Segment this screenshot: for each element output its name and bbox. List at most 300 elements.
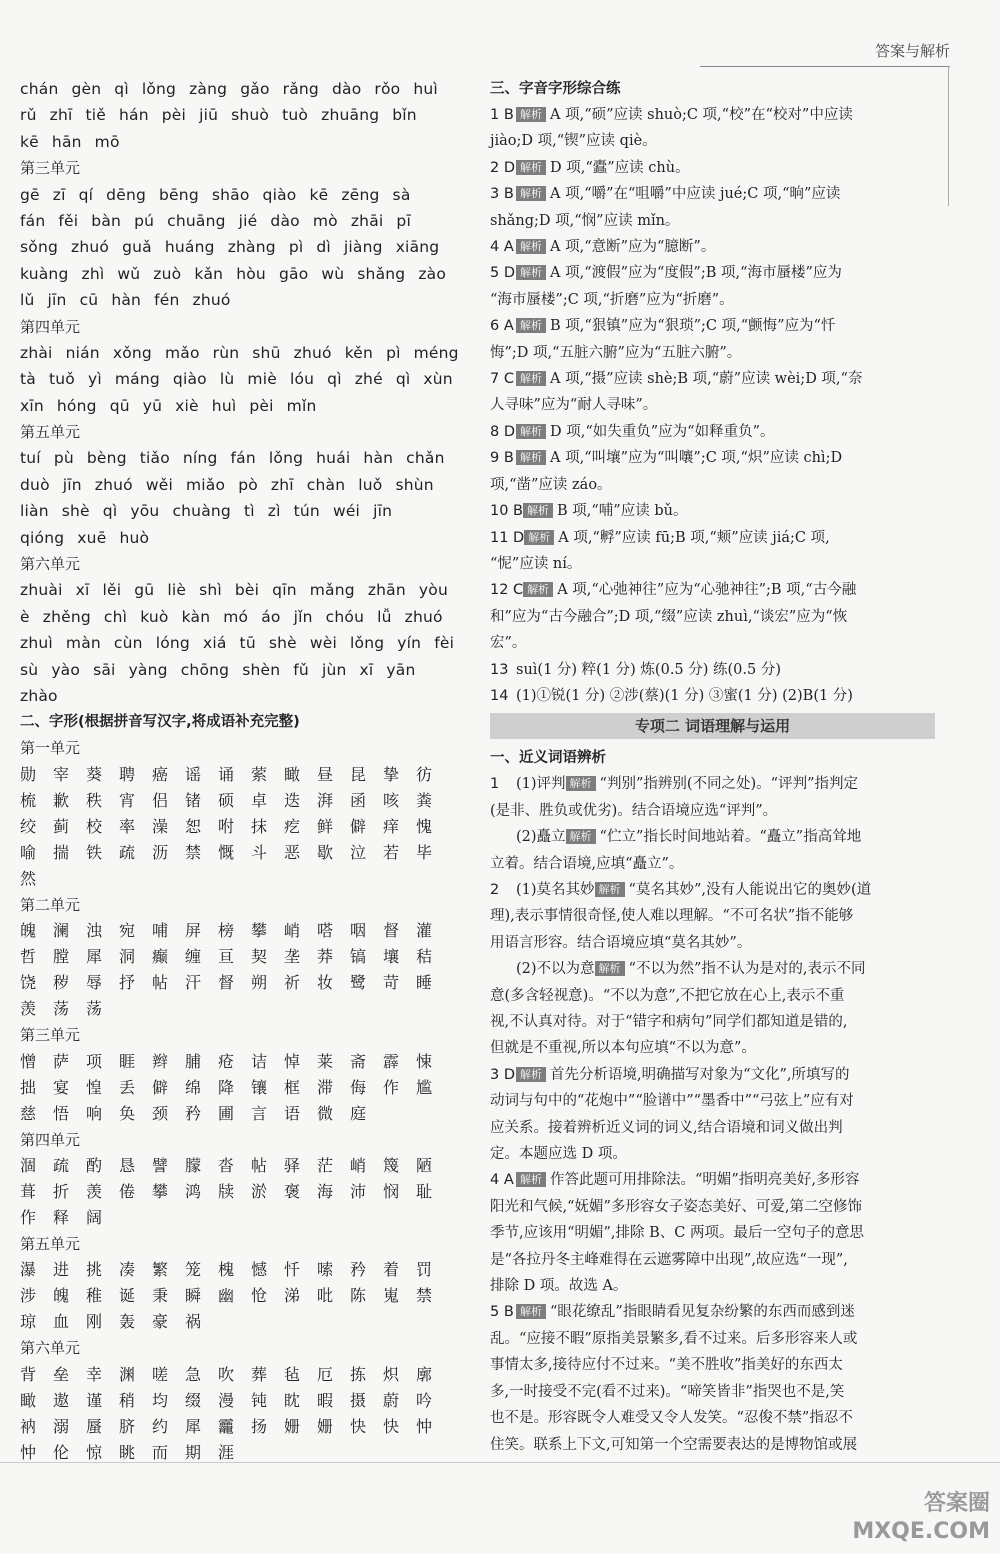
answer-text: “伫立”指长时间地站着。“矗立”指高耸地 (599, 829, 862, 846)
char-row (20, 1283, 460, 1309)
char-item: 斋 (350, 1051, 367, 1071)
char-item: 驿 (284, 1155, 301, 1175)
char-item: 瞰 (20, 1390, 37, 1410)
pinyin-item: wěi (145, 475, 173, 494)
char-item: 挚 (383, 764, 400, 784)
char-item: 宰 (53, 764, 70, 784)
answer-item (490, 1167, 945, 1299)
char-item: 滞 (317, 1077, 334, 1097)
answer-number: 3 D (490, 1066, 515, 1083)
analysis-badge: 解析 (595, 961, 625, 976)
char-item: 阔 (86, 1207, 103, 1227)
char-item: 亘 (218, 947, 235, 967)
answer-line (490, 1405, 945, 1431)
pinyin-row (20, 208, 460, 234)
char-item: 快 (350, 1416, 367, 1436)
pinyin-item: bǐn (392, 106, 417, 125)
answer-line (490, 1194, 945, 1220)
answer-line (490, 683, 945, 709)
answer-line (490, 877, 945, 903)
pinyin-item: pù (53, 449, 74, 468)
char-item: 诘 (251, 1051, 268, 1071)
pinyin-item: chì (103, 607, 128, 626)
pinyin-item: hóng (56, 396, 97, 415)
watermark (810, 1490, 990, 1550)
pinyin-item: xǒng (112, 343, 152, 362)
char-item: 凑 (119, 1260, 136, 1280)
char-item: 而 (152, 1442, 169, 1462)
pinyin-item: kuò (140, 607, 169, 626)
pinyin-item: bèng (86, 449, 127, 468)
char-item: 督 (218, 973, 235, 993)
char-item: 拙 (20, 1077, 37, 1097)
pinyin-item: zhào (20, 686, 58, 705)
char-item: 慈 (20, 1103, 37, 1123)
pinyin-item: áo (261, 607, 281, 626)
char-item: 卓 (251, 790, 268, 810)
char-item: 怆 (251, 1286, 268, 1306)
pinyin-item: rǔ (20, 106, 37, 125)
char-item: 涸 (20, 1155, 37, 1175)
pinyin-item: zhài (20, 343, 53, 362)
answer-number: 6 A (490, 318, 514, 335)
analysis-badge: 解析 (516, 186, 546, 201)
char-item: 愧 (416, 816, 433, 836)
pinyin-item: shì (199, 581, 222, 600)
char-item: 垄 (284, 947, 301, 967)
pinyin-item: miǎo (186, 475, 226, 494)
pinyin-item: gèn (71, 80, 102, 98)
pinyin-row (20, 234, 460, 260)
pinyin-item: gāo (278, 264, 309, 283)
char-item: 嗟 (152, 1364, 169, 1384)
pinyin-item: lǒng (141, 80, 177, 98)
pinyin-item: xiè (175, 396, 199, 415)
char-item: 降 (218, 1077, 235, 1097)
pinyin-item: sà (392, 185, 411, 204)
char-item: 牍 (218, 1181, 235, 1201)
pinyin-item: tuǒ (48, 370, 75, 389)
answer-number: 3 B (490, 186, 514, 203)
pinyin-item: shè (61, 502, 90, 521)
char-item: 峭 (350, 1155, 367, 1175)
pinyin-row (20, 261, 460, 287)
char-item: 奂 (119, 1103, 136, 1123)
pinyin-item: liàn (20, 502, 49, 521)
pinyin-item: hán (119, 106, 149, 125)
pinyin-item: zhuài (20, 581, 63, 600)
unit-title: 第四单元 (20, 317, 81, 336)
answer-text: 立着。结合语境,应填“矗立”。 (490, 855, 684, 872)
pinyin-item: xiāng (395, 238, 440, 257)
char-item: 幽 (218, 1286, 235, 1306)
pinyin-item: pì (288, 238, 304, 257)
pinyin-item: guǎ (122, 238, 152, 257)
char-item: 谨 (86, 1390, 103, 1410)
answer-line (490, 260, 945, 286)
section-title: 三、字音字形综合练 (490, 81, 621, 97)
pinyin-row (20, 577, 460, 603)
unit-title: 第一单元 (20, 739, 81, 758)
pinyin-item: jié (238, 211, 258, 230)
char-item: 沛 (350, 1181, 367, 1201)
answer-line (490, 1141, 945, 1167)
char-item: 轰 (119, 1312, 136, 1332)
answer-text: (是非、胜负或优劣)。结合语境应选“评判”。 (490, 802, 778, 819)
char-item: 萦 (251, 764, 268, 784)
pinyin-item: kē (20, 132, 39, 151)
char-item: 涕 (284, 1286, 301, 1306)
char-item: 诵 (218, 764, 235, 784)
char-item: 瀑 (20, 1260, 37, 1280)
char-item: 项 (86, 1051, 103, 1071)
char-item: 渊 (119, 1364, 136, 1384)
answer-choice: (1)莫名其妙 (516, 881, 595, 898)
char-item: 祸 (185, 1312, 202, 1332)
analysis-badge: 解析 (524, 530, 554, 545)
header-side-rule (948, 66, 949, 206)
pinyin-item: yàng (128, 660, 168, 679)
pinyin-row (20, 340, 460, 366)
answer-line (490, 577, 945, 603)
pinyin-item: kàn (181, 607, 211, 626)
pinyin-item: dào (270, 211, 300, 230)
char-row (20, 944, 460, 970)
answer-line (490, 956, 945, 982)
char-item: 作 (20, 1207, 37, 1227)
answer-text: 应关系。接着辨析近义词的词义,结合语境和词义做出判 (490, 1119, 843, 1136)
answer-text: A 项,“硕”应读 shuò;C 项,“校”在“校对”中应读 (550, 107, 853, 123)
pinyin-item: yì (87, 370, 102, 389)
char-item: 槐 (218, 1260, 235, 1280)
answer-line (490, 930, 945, 956)
answer-text: 是“各拉丹冬主峰难得在云遮雾障中出现”,故应选“一现”, (490, 1251, 848, 1268)
analysis-badge: 解析 (523, 582, 553, 597)
char-item: 疮 (218, 1051, 235, 1071)
pinyin-item: méng (413, 343, 459, 362)
pinyin-row (20, 525, 460, 551)
char-item: 咳 (383, 790, 400, 810)
pinyin-item: kē (309, 185, 329, 204)
pinyin-item: yū (142, 396, 163, 415)
pinyin-row (20, 630, 460, 656)
analysis-badge: 解析 (595, 882, 625, 897)
answer-line (490, 1062, 945, 1088)
char-item: 嗦 (317, 1260, 334, 1280)
analysis-badge: 解析 (516, 1067, 546, 1082)
char-item: 蔚 (383, 1390, 400, 1410)
answer-item (490, 877, 945, 1062)
analysis-badge: 解析 (516, 450, 546, 465)
answer-number: 14 (490, 687, 509, 704)
pinyin-item: lǒng (268, 449, 304, 468)
char-item: 语 (284, 1103, 301, 1123)
char-item: 痒 (383, 816, 400, 836)
pinyin-item: pī (396, 211, 411, 230)
answer-line (490, 1247, 945, 1273)
char-item: 丢 (119, 1077, 136, 1097)
char-item: 琼 (20, 1312, 37, 1332)
answer-line (490, 128, 945, 154)
pinyin-row (20, 366, 460, 392)
answer-line (490, 630, 945, 656)
char-item: 犀 (86, 947, 103, 967)
section-title: 二、字形(根据拼音写汉字,将成语补充完整) (20, 714, 300, 731)
char-item: 铁 (86, 842, 103, 862)
pinyin-item: mò (312, 211, 338, 230)
pinyin-item: chuāng (167, 211, 226, 230)
char-item: 微 (317, 1103, 334, 1123)
pinyin-item: mō (94, 132, 120, 151)
char-item: 吟 (416, 1390, 433, 1410)
answer-line (490, 181, 945, 207)
char-item: 辱 (86, 973, 103, 993)
pinyin-item: qì (102, 502, 118, 521)
answer-item (490, 102, 945, 155)
answer-line (490, 1273, 945, 1299)
pinyin-item: màn (65, 634, 101, 653)
section-title: 一、近义词语辨析 (490, 750, 606, 767)
pinyin-row (20, 683, 460, 709)
pinyin-item: gǎo (240, 80, 270, 98)
answer-line (490, 1167, 945, 1193)
pinyin-item: fǔ (293, 660, 309, 679)
pinyin-item: zhuāng (321, 106, 380, 125)
pinyin-item: dì (316, 238, 331, 257)
analysis-badge: 解析 (523, 503, 553, 518)
char-item: 颈 (152, 1103, 169, 1123)
char-item: 忡 (20, 1442, 37, 1462)
answer-text: (1)①锐(1 分) ②涉(蔡)(1 分) ③蜜(1 分) (2)B(1 分) (516, 687, 853, 704)
pinyin-item: jùn (321, 660, 347, 679)
pinyin-item: zàng (189, 80, 228, 98)
char-item: 迭 (284, 790, 301, 810)
char-item: 陋 (416, 1155, 433, 1175)
pinyin-item: jīn (62, 475, 82, 494)
pinyin-item: yān (386, 660, 416, 679)
char-item: 霹 (383, 1051, 400, 1071)
answer-line (490, 102, 945, 128)
answer-text: “不以为然”指不认为是对的,表示不同 (628, 961, 866, 978)
answer-number: 5 B (490, 1304, 514, 1321)
char-item: 峭 (284, 921, 301, 941)
pinyin-item: tà (20, 370, 36, 389)
char-item: 抒 (119, 973, 136, 993)
char-item: 校 (86, 816, 103, 836)
pinyin-item: huì (211, 396, 237, 415)
char-item: 漫 (218, 1390, 235, 1410)
char-item: 约 (152, 1416, 169, 1436)
char-item: 忏 (284, 1260, 301, 1280)
pinyin-item: zhuì (20, 634, 53, 653)
char-item: 僻 (350, 816, 367, 836)
answer-number: 7 C (490, 371, 514, 388)
answer-text: A 项,“心弛神往”应为“心驰神往”;B 项,“古今融 (557, 582, 857, 599)
char-item: 绞 (20, 816, 37, 836)
char-item: 毡 (284, 1364, 301, 1384)
char-item: 蓟 (53, 816, 70, 836)
char-item: 羡 (20, 999, 37, 1019)
answer-line (490, 1432, 945, 1458)
char-row (20, 1075, 460, 1101)
char-item: 萨 (53, 1051, 70, 1071)
char-item: 癌 (152, 764, 169, 784)
pinyin-item: sù (20, 660, 39, 679)
pinyin-item: shāo (211, 185, 250, 204)
analysis-badge: 解析 (516, 424, 546, 439)
answer-text: 定。本题应选 D 项。 (490, 1146, 627, 1163)
pinyin-item: huò (119, 528, 150, 547)
char-item: 斗 (251, 842, 268, 862)
answer-text: 多,一时接受不完(看不过来)。“啼笑皆非”指哭也不是,笑 (490, 1383, 845, 1400)
watermark-line2: MXQE.COM (852, 1519, 990, 1544)
char-item: 拣 (350, 1364, 367, 1384)
pinyin-item: jīn (47, 291, 67, 310)
pinyin-item: rǒo (374, 80, 401, 98)
char-item: 毕 (416, 842, 433, 862)
answer-text: 但就是不重视,所以本句应填“不以为意”。 (490, 1040, 756, 1057)
char-item: 扬 (251, 1416, 268, 1436)
char-item: 背 (20, 1364, 37, 1384)
pinyin-item: miè (247, 370, 277, 389)
section-banner: 专项二 词语理解与运用 (490, 713, 935, 739)
char-item: 脐 (119, 1416, 136, 1436)
pinyin-item: zhān (367, 581, 406, 600)
answer-text: “海市蜃楼”;C 项,“折磨”应为“折磨”。 (490, 291, 734, 308)
char-item: 汗 (185, 973, 202, 993)
pinyin-item: bàn (91, 211, 122, 230)
answer-line (490, 155, 945, 181)
char-row (20, 996, 460, 1022)
pinyin-item: lǔ (20, 291, 35, 310)
char-item: 矜 (185, 1103, 202, 1123)
char-item: 庭 (350, 1103, 367, 1123)
answer-item (490, 260, 945, 313)
answer-line (490, 208, 945, 234)
pinyin-item: zhàng (227, 238, 276, 257)
char-item: 灌 (416, 921, 433, 941)
char-item: 秉 (152, 1286, 169, 1306)
answer-text: 意(多含轻视意)。“不以为意”,不把它放在心上,表示不重 (490, 987, 845, 1004)
char-item: 澡 (152, 816, 169, 836)
pinyin-item: qí (78, 185, 94, 204)
answer-line (490, 392, 945, 418)
pinyin-item: shùn (395, 475, 434, 494)
char-item: 粪 (416, 790, 433, 810)
char-item: 悯 (383, 1181, 400, 1201)
char-item: 譬 (152, 1155, 169, 1175)
pinyin-item: tì (243, 502, 255, 521)
char-item: 忡 (416, 1416, 433, 1436)
answer-number: 8 D (490, 423, 515, 440)
pinyin-item: shèn (242, 660, 281, 679)
char-item: 龗 (218, 1416, 235, 1436)
pinyin-item: jiàng (343, 238, 383, 257)
answer-text: 首先分析语境,明确描写对象为“文化”,所填写的 (550, 1066, 850, 1083)
char-item: 垒 (53, 1364, 70, 1384)
pinyin-item: jīn (373, 502, 393, 521)
char-item: 遨 (53, 1390, 70, 1410)
char-item: 若 (383, 842, 400, 862)
pinyin-row (20, 657, 460, 683)
char-item: 侮 (350, 1077, 367, 1097)
pinyin-item: chǎn (406, 449, 445, 468)
char-item: 葺 (20, 1181, 37, 1201)
answer-item (490, 771, 945, 877)
pinyin-item: jiū (199, 106, 219, 125)
answer-item (490, 155, 945, 181)
char-item: 率 (119, 816, 136, 836)
char-item: 哺 (152, 921, 169, 941)
pinyin-item: fèi (434, 634, 455, 653)
char-item: 繁 (152, 1260, 169, 1280)
char-row (20, 788, 460, 814)
char-item: 聘 (119, 764, 136, 784)
pinyin-item: zhuó (192, 291, 231, 310)
char-row (20, 1362, 460, 1388)
answer-text: 动词与句中的“花炮中”“脸谱中”“墨香中”“弓弦上”应有对 (490, 1093, 854, 1110)
char-item: 荡 (86, 999, 103, 1019)
char-item: 泣 (350, 842, 367, 862)
char-item: 昆 (350, 764, 367, 784)
pinyin-item: hòu (236, 264, 266, 283)
answer-number: 9 B (490, 450, 514, 467)
char-item: 酌 (86, 1155, 103, 1175)
char-item: 折 (53, 1181, 70, 1201)
char-item: 罚 (416, 1260, 433, 1280)
char-item: 响 (86, 1103, 103, 1123)
pinyin-item: zhuó (404, 607, 443, 626)
char-item: 魄 (20, 921, 37, 941)
char-item: 急 (185, 1364, 202, 1384)
char-item: 暇 (317, 1390, 334, 1410)
answer-item (490, 419, 945, 445)
char-item: 疏 (119, 842, 136, 862)
header-rule (700, 66, 950, 67)
analysis-badge: 解析 (566, 829, 596, 844)
char-item: 嗒 (317, 921, 334, 941)
char-row (20, 918, 460, 944)
char-item: 彷 (416, 764, 433, 784)
answer-text: A 项,“孵”应读 fū;B 项,“颊”应读 jiá;C 项, (558, 529, 830, 546)
answer-text: 事情太多,接待应付不过来。“美不胜收”指美好的东西太 (490, 1357, 843, 1374)
pinyin-item: lóu (289, 370, 315, 389)
answer-text: 住笑。联系上下文,可知第一个空需要表达的是博物馆或展 (490, 1436, 858, 1453)
pinyin-row (20, 102, 460, 128)
analysis-badge: 解析 (516, 1304, 546, 1319)
pinyin-item: zhuó (94, 475, 133, 494)
char-item: 吹 (218, 1364, 235, 1384)
unit-title: 第五单元 (20, 1234, 81, 1253)
pinyin-item: pèi (161, 106, 187, 125)
char-item: 炽 (383, 1364, 400, 1384)
answer-text: 乱。“应接不暇”原指美景繁多,看不过来。后多形容来人或 (490, 1330, 858, 1347)
char-item: 然 (20, 868, 37, 888)
pinyin-item: zhāi (350, 211, 384, 230)
answer-line (490, 498, 945, 524)
pinyin-row (20, 445, 460, 471)
answer-number: 12 C (490, 582, 524, 599)
answer-text: A 项,“渡假”应为“度假”;B 项,“海市蜃楼”应为 (550, 265, 842, 282)
char-item: 歉 (53, 790, 70, 810)
answer-item (490, 683, 945, 709)
unit-title: 第三单元 (20, 159, 81, 178)
char-item: 喻 (20, 842, 37, 862)
char-item: 缠 (185, 947, 202, 967)
char-item: 溺 (53, 1416, 70, 1436)
char-item: 脯 (185, 1051, 202, 1071)
char-item: 浊 (86, 921, 103, 941)
